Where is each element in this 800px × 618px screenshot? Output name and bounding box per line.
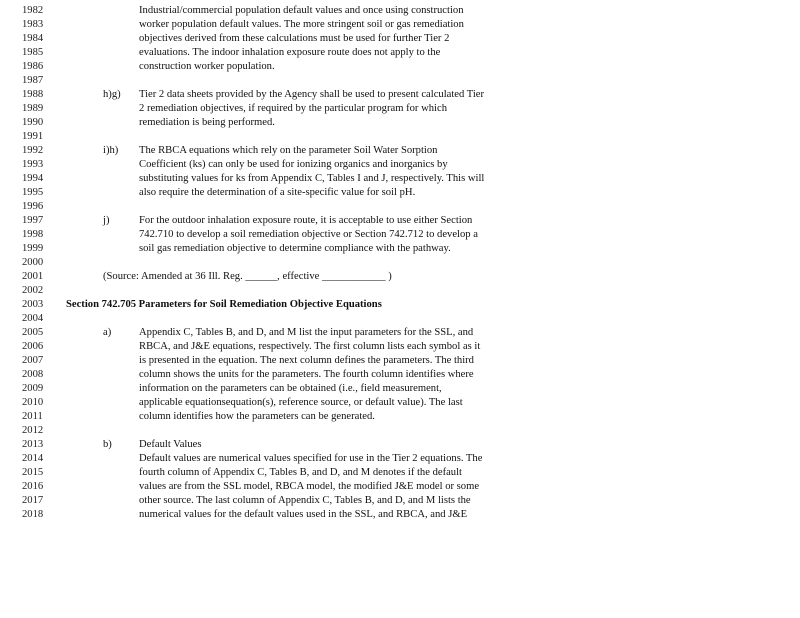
line-number: 2014 bbox=[22, 453, 44, 464]
line-number: 2010 bbox=[22, 397, 44, 408]
line-number: 2007 bbox=[22, 355, 44, 366]
line-text: numerical values for the default values used in the SSL, and RBCA, and J&E bbox=[139, 509, 468, 520]
document-line bbox=[0, 172, 800, 186]
document-line bbox=[0, 466, 800, 480]
line-number: 2018 bbox=[22, 509, 44, 520]
line-text: RBCA, and J&E equations, respectively. The first column lists each symbol as it bbox=[139, 341, 481, 352]
item-label: b) bbox=[103, 439, 112, 450]
line-text: Coefficient (ks) can only be used for ionizing organics and inorganics by bbox=[139, 159, 448, 170]
line-number: 1985 bbox=[22, 47, 44, 58]
line-number: 1995 bbox=[22, 187, 44, 198]
line-text: information on the parameters can be obtained (i.e., field measurement, bbox=[139, 383, 442, 394]
line-number: 1991 bbox=[22, 131, 44, 142]
line-number: 1987 bbox=[22, 75, 44, 86]
line-number: 1990 bbox=[22, 117, 44, 128]
line-number: 2017 bbox=[22, 495, 44, 506]
line-text: construction worker population. bbox=[139, 61, 275, 72]
line-number: 2000 bbox=[22, 257, 44, 268]
line-text: column identifies how the parameters can be generated. bbox=[139, 411, 375, 422]
document-line bbox=[0, 452, 800, 466]
document-line bbox=[0, 88, 800, 102]
document-line bbox=[0, 116, 800, 130]
line-number: 2013 bbox=[22, 439, 44, 450]
document-line bbox=[0, 396, 800, 410]
line-number: 1994 bbox=[22, 173, 44, 184]
line-number: 1996 bbox=[22, 201, 44, 212]
line-text: Default Values bbox=[139, 439, 202, 450]
line-text: For the outdoor inhalation exposure route, it is acceptable to use either Section bbox=[139, 215, 473, 226]
line-text: Tier 2 data sheets provided by the Agency shall be used to present calculated Tier bbox=[139, 89, 485, 100]
item-label: a) bbox=[103, 327, 112, 338]
document-line bbox=[0, 256, 800, 270]
line-number: 1998 bbox=[22, 229, 44, 240]
document-line bbox=[0, 214, 800, 228]
line-number: 2001 bbox=[22, 271, 44, 282]
document-line bbox=[0, 340, 800, 354]
line-text: 2 remediation objectives, if required by the particular program for which bbox=[139, 103, 447, 114]
line-text: Appendix C, Tables B, and D, and M list the input parameters for the SSL, and bbox=[139, 327, 474, 338]
document-line bbox=[0, 326, 800, 340]
line-text: fourth column of Appendix C, Tables B, and D, and M denotes if the default bbox=[139, 467, 462, 478]
document-line bbox=[0, 270, 800, 284]
item-label: i)h) bbox=[103, 145, 119, 156]
document-line bbox=[0, 368, 800, 382]
line-number: 2003 bbox=[22, 299, 44, 310]
line-number: 2016 bbox=[22, 481, 44, 492]
line-number: 1986 bbox=[22, 61, 44, 72]
line-text: Default values are numerical values specified for use in the Tier 2 equations. The bbox=[139, 453, 483, 464]
line-number: 1983 bbox=[22, 19, 44, 30]
line-number: 1992 bbox=[22, 145, 44, 156]
line-number: 1993 bbox=[22, 159, 44, 170]
document-line bbox=[0, 60, 800, 74]
document-line bbox=[0, 382, 800, 396]
document-line bbox=[0, 200, 800, 214]
document-line bbox=[0, 508, 800, 522]
document-line bbox=[0, 158, 800, 172]
line-number: 1984 bbox=[22, 33, 44, 44]
line-text: also require the determination of a site-specific value for soil pH. bbox=[139, 187, 416, 198]
document-line bbox=[0, 312, 800, 326]
line-number: 1988 bbox=[22, 89, 44, 100]
line-text: 742.710 to develop a soil remediation objective or Section 742.712 to develop a bbox=[139, 229, 478, 240]
line-text: evaluations. The indoor inhalation exposure route does not apply to the bbox=[139, 47, 441, 58]
line-text: values are from the SSL model, RBCA model, the modified J&E model or some bbox=[139, 481, 480, 492]
item-label: j) bbox=[103, 215, 110, 226]
document-line bbox=[0, 228, 800, 242]
line-text: applicable equationsequation(s), reference source, or default value). The last bbox=[139, 397, 463, 408]
document-line bbox=[0, 480, 800, 494]
line-text: substituting values for ks from Appendix C, Tables I and J, respectively. This will bbox=[139, 173, 485, 184]
document-line bbox=[0, 354, 800, 368]
document-line bbox=[0, 4, 800, 18]
document-line bbox=[0, 242, 800, 256]
line-number: 1989 bbox=[22, 103, 44, 114]
document-line bbox=[0, 298, 800, 312]
line-text: worker population default values. The more stringent soil or gas remediation bbox=[139, 19, 464, 30]
document-line bbox=[0, 74, 800, 88]
document-line bbox=[0, 284, 800, 298]
line-number: 1982 bbox=[22, 5, 44, 16]
document-line bbox=[0, 130, 800, 144]
section-heading: Section 742.705 Parameters for Soil Remediation Objective Equations bbox=[66, 299, 382, 310]
line-text: objectives derived from these calculations must be used for further Tier 2 bbox=[139, 33, 450, 44]
line-number: 2004 bbox=[22, 313, 44, 324]
line-number: 2012 bbox=[22, 425, 44, 436]
item-label: h)g) bbox=[103, 89, 121, 100]
line-text: soil gas remediation objective to determine compliance with the pathway. bbox=[139, 243, 451, 254]
line-text: The RBCA equations which rely on the parameter Soil Water Sorption bbox=[139, 145, 438, 156]
document-line bbox=[0, 144, 800, 158]
document-line bbox=[0, 18, 800, 32]
document-line bbox=[0, 102, 800, 116]
line-number: 1997 bbox=[22, 215, 44, 226]
line-text: Industrial/commercial population default values and once using construction bbox=[139, 5, 464, 16]
line-number: 2011 bbox=[22, 411, 43, 422]
document-line bbox=[0, 186, 800, 200]
line-number: 2006 bbox=[22, 341, 44, 352]
line-number: 2002 bbox=[22, 285, 44, 296]
line-number: 2015 bbox=[22, 467, 44, 478]
document-line bbox=[0, 494, 800, 508]
line-text: remediation is being performed. bbox=[139, 117, 275, 128]
document-line bbox=[0, 32, 800, 46]
document-line bbox=[0, 424, 800, 438]
source-note: (Source: Amended at 36 Ill. Reg. ______, effective ____________ ) bbox=[103, 271, 392, 282]
line-number: 2008 bbox=[22, 369, 44, 380]
line-number: 2009 bbox=[22, 383, 44, 394]
line-number: 2005 bbox=[22, 327, 44, 338]
line-text: other source. The last column of Appendix C, Tables B, and D, and M lists the bbox=[139, 495, 471, 506]
line-text: column shows the units for the parameters. The fourth column identifies where bbox=[139, 369, 474, 380]
document-line bbox=[0, 46, 800, 60]
line-number: 1999 bbox=[22, 243, 44, 254]
document-line bbox=[0, 410, 800, 424]
line-text: is presented in the equation. The next column defines the parameters. The third bbox=[139, 355, 474, 366]
document-line bbox=[0, 438, 800, 452]
